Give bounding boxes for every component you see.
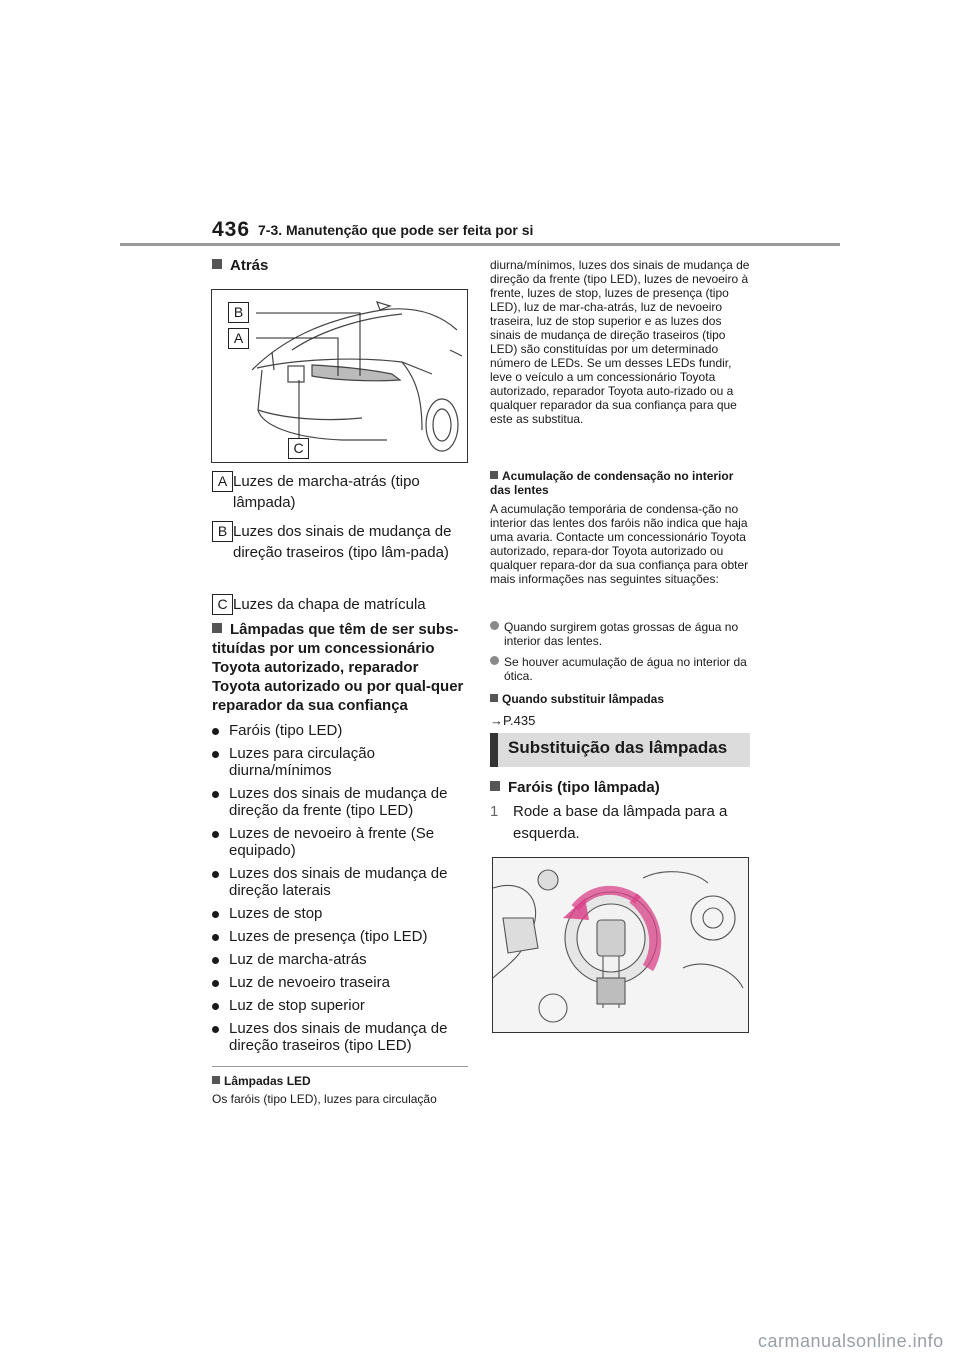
list-item: Luzes dos sinais de mudança de direção traseiros (tipo LED) xyxy=(212,1020,470,1054)
list-item: Luzes de presença (tipo LED) xyxy=(212,928,470,945)
condensation-bullet-1: Quando surgirem gotas grossas de água no interior das lentes. xyxy=(490,620,752,648)
bullet-dot-icon xyxy=(212,934,219,941)
figure-label-c: C xyxy=(288,438,309,459)
car-rear-illustration xyxy=(212,290,467,462)
legend-b xyxy=(212,521,472,587)
bullet-dot-icon xyxy=(212,728,219,735)
rear-lights-figure xyxy=(211,289,468,463)
watermark: carmanualsonline.info xyxy=(758,1331,944,1351)
square-bullet-icon xyxy=(212,1076,220,1084)
bullet-dot-icon xyxy=(212,1026,219,1033)
square-bullet-icon xyxy=(490,781,500,791)
legend-key-b: B xyxy=(212,521,233,542)
list-item: Luz de nevoeiro traseira xyxy=(212,974,470,991)
note-divider xyxy=(212,1066,468,1067)
legend-text-b: Luzes dos sinais de mudança de direção traseiros (tipo lâm-pada) xyxy=(233,523,452,561)
when-heading: Quando substituir lâmpadas xyxy=(490,692,664,706)
dealer-bullet-list xyxy=(212,722,470,1054)
square-bullet-icon xyxy=(490,694,498,702)
step-text: Rode a base da lâmpada para a esquerda. xyxy=(513,803,728,842)
list-item: Luz de stop superior xyxy=(212,997,470,1014)
headlight-bulb-illustration xyxy=(493,858,748,1032)
bullet-dot-icon xyxy=(490,656,499,665)
legend-a xyxy=(212,471,472,515)
page-number: 436 xyxy=(212,218,251,241)
figure-label-b: B xyxy=(228,302,249,323)
step-number: 1 xyxy=(490,803,499,820)
bullet-dot-icon xyxy=(212,957,219,964)
bullet-dot-icon xyxy=(490,621,499,630)
condensation-heading: Acumulação de condensação no interior das lentes xyxy=(490,469,734,497)
section-title: 7-3. Manutenção que pode ser feita por si xyxy=(258,222,534,238)
list-item: Faróis (tipo LED) xyxy=(212,722,470,739)
bullet-dot-icon xyxy=(212,871,219,878)
led-heading: Lâmpadas LED xyxy=(212,1074,311,1088)
page-reference-link[interactable]: →P.435 xyxy=(490,713,536,728)
list-item: Luzes de stop xyxy=(212,905,470,922)
led-text-start: Os faróis (tipo LED), luzes para circulação xyxy=(212,1092,437,1106)
led-text-continued: diurna/mínimos, luzes dos sinais de mudança de direção da frente (tipo LED), luzes de nevoeiro à frente, luzes de stop, luzes de presença (tipo LED), luz de mar-cha-atrás, luz de nevoeiro traseira, luz de stop superior e as luzes dos sinais de mudança de direção traseiros (tipo LED) são constituídas por um determinado número de LEDs. Se um desses LEDs fundir, leve o veículo a um concessionário Toyota autorizado, reparador Toyota auto-rizado ou a qualquer reparador da sua confiança para que este as substitua. xyxy=(490,258,750,426)
legend-text-c: Luzes da chapa de matrícula xyxy=(233,596,426,613)
legend-key-c: C xyxy=(212,594,233,615)
square-bullet-icon xyxy=(212,623,222,633)
rear-heading: Atrás xyxy=(212,256,268,275)
header-rule xyxy=(120,243,840,246)
list-item: Luz de marcha-atrás xyxy=(212,951,470,968)
legend-c xyxy=(212,594,472,616)
substitution-banner: Substituição das lâmpadas xyxy=(490,733,750,767)
headlight-heading: Faróis (tipo lâmpada) xyxy=(490,778,660,797)
legend-text-a: Luzes de marcha-atrás (tipo lâmpada) xyxy=(233,473,420,511)
list-item: Luzes dos sinais de mudança de direção da frente (tipo LED) xyxy=(212,785,470,819)
list-item: Luzes de nevoeiro à frente (Se equipado) xyxy=(212,825,470,859)
figure-label-a: A xyxy=(228,328,249,349)
condensation-bullet-2: Se houver acumulação de água no interior da ótica. xyxy=(490,655,752,683)
bullet-dot-icon xyxy=(212,751,219,758)
bullet-dot-icon xyxy=(212,831,219,838)
bullet-dot-icon xyxy=(212,791,219,798)
square-bullet-icon xyxy=(490,471,498,479)
legend-key-a: A xyxy=(212,471,233,492)
bullet-dot-icon xyxy=(212,1003,219,1010)
list-item: Luzes dos sinais de mudança de direção laterais xyxy=(212,865,470,899)
step-1 xyxy=(490,801,752,845)
square-bullet-icon xyxy=(212,259,222,269)
list-item: Luzes para circulação diurna/mínimos xyxy=(212,745,470,779)
bullet-dot-icon xyxy=(212,911,219,918)
headlight-bulb-figure xyxy=(492,857,749,1033)
dealer-heading: Lâmpadas que têm de ser subs-tituídas por um concessionário Toyota autorizado, reparador Toyota autorizado ou por qual-quer reparador da sua confiança xyxy=(212,621,464,714)
condensation-text: A acumulação temporária de condensa-ção no interior das lentes dos faróis não indica que haja uma avaria. Contacte um concessionário Toyota autorizado, repara-dor Toyota autorizado ou qualquer repara-dor da sua confiança para obter mais informações nas seguintes situações: xyxy=(490,502,749,586)
bullet-dot-icon xyxy=(212,980,219,987)
